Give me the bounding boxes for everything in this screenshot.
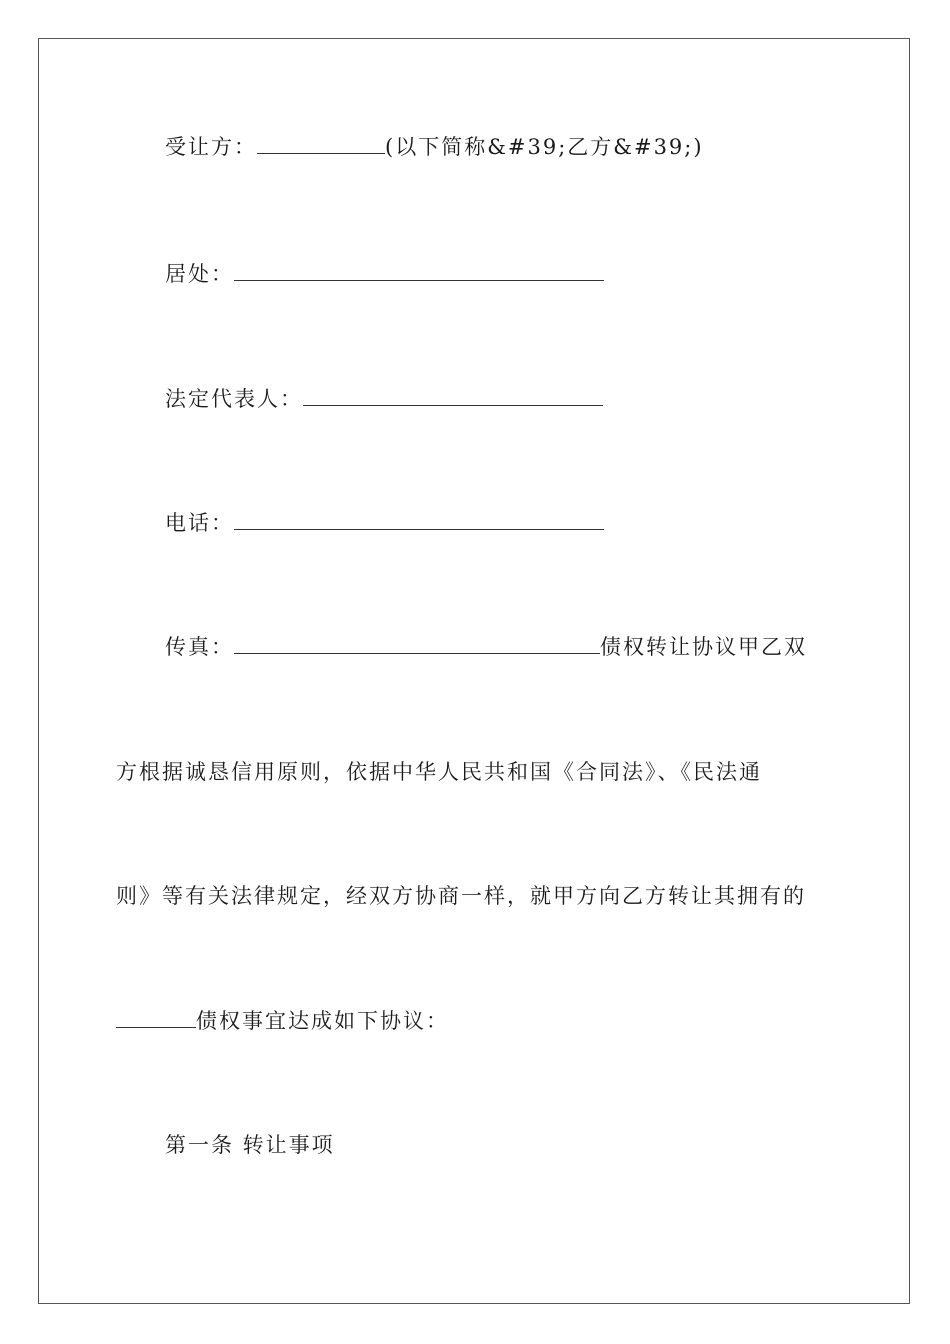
legal-rep-blank <box>303 385 603 406</box>
paragraph-line-4 <box>116 1006 449 1036</box>
legal-rep-line <box>165 384 603 414</box>
assignee-line <box>165 132 704 162</box>
residence-blank <box>234 260 604 281</box>
phone-line <box>165 508 604 538</box>
assignee-blank <box>257 133 385 154</box>
paragraph-line-3 <box>116 881 832 911</box>
phone-label: 电话： <box>165 511 234 535</box>
fax-line <box>165 632 807 662</box>
article-1-title: 第一条 转让事项 <box>165 1133 335 1157</box>
residence-label: 居处： <box>165 262 234 286</box>
legal-rep-label: 法定代表人： <box>165 387 303 411</box>
article-1-heading <box>165 1130 335 1160</box>
phone-blank <box>234 509 604 530</box>
debt-blank <box>116 1007 196 1028</box>
paragraph-text-2: 方根据诚恳信用原则，依据中华人民共和国《合同法》、《民法通 <box>116 760 762 784</box>
fax-label: 传真： <box>165 635 234 659</box>
assignee-note: (以下简称&#39;乙方&#39;) <box>385 135 704 159</box>
paragraph-text-3: 则》等有关法律规定，经双方协商一样，就甲方向乙方转让其拥有的 <box>116 884 806 908</box>
assignee-label: 受让方： <box>165 135 257 159</box>
fax-trailing-text: 债权转让协议甲乙双 <box>600 635 807 659</box>
paragraph-line-2 <box>116 757 832 787</box>
page-frame <box>38 38 910 1304</box>
fax-blank <box>234 633 600 654</box>
residence-line <box>165 259 604 289</box>
paragraph-text-4: 债权事宜达成如下协议： <box>196 1009 449 1033</box>
